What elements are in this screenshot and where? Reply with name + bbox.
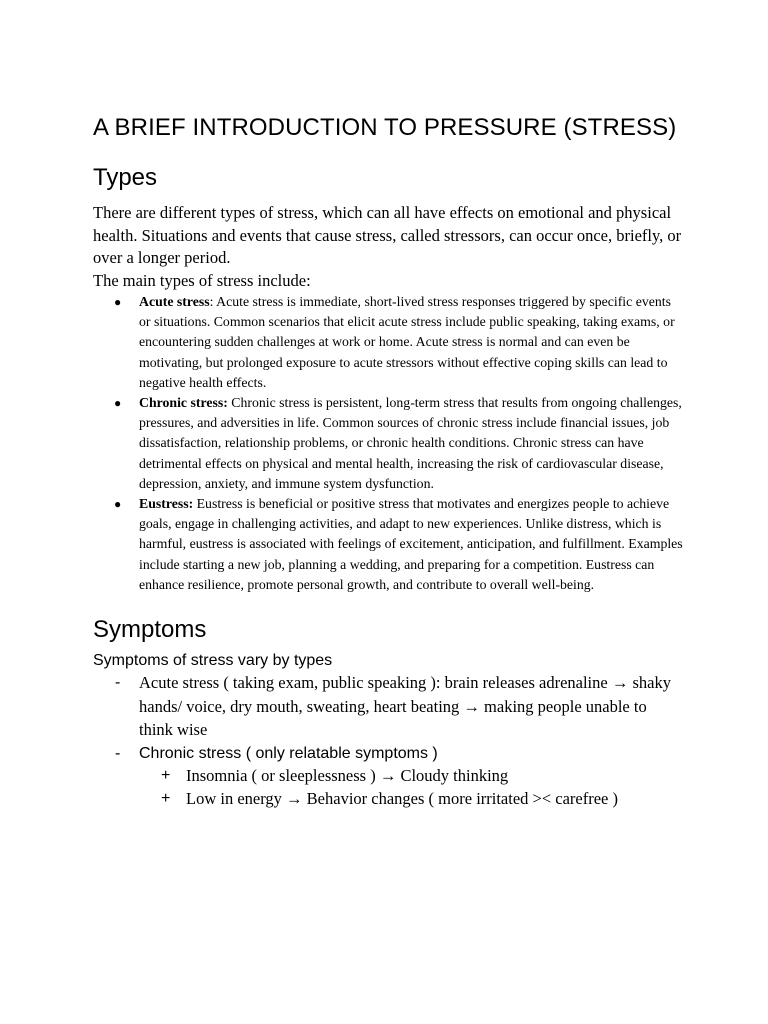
description-eustress: Eustress is beneficial or positive stress that motivates and energizes people to achieve goals, engage in challenging activities, and adapt to new experiences. Unlike distress, which is harmful, eustress is associated with feelings of excitement, anticipation, and fulfillment. Examples include starting a new job, planning a wedding, and preparing for a competition. Eustress can enhance resilience, promote personal growth, and contribute to overall well-being. <box>139 496 683 592</box>
document-page <box>93 112 683 810</box>
list-item-acute-stress <box>93 292 683 393</box>
stress-types-list <box>93 292 683 595</box>
symptoms-list <box>93 672 683 765</box>
term-acute-stress: Acute stress <box>139 294 210 309</box>
chronic-symptoms-sublist <box>93 765 683 810</box>
term-chronic-stress: Chronic stress: <box>139 395 228 411</box>
dash-marker-icon: - <box>115 744 121 762</box>
types-lead-line: The main types of stress include: <box>93 270 311 290</box>
document-title: A BRIEF INTRODUCTION TO PRESSURE (STRESS) <box>93 114 677 141</box>
bullet-icon: ● <box>114 295 122 309</box>
list-item-chronic-stress <box>93 393 683 494</box>
plus-marker-icon: + <box>161 789 171 807</box>
list-item-eustress <box>93 494 683 595</box>
types-intro-paragraph: There are different types of stress, which can all have effects on emotional and physical health. Situations and events that cause stress, called stressors, can occur once, briefly, or over a longer period. <box>93 203 682 267</box>
list-item-chronic-symptoms <box>93 743 683 766</box>
symptoms-subheading: Symptoms of stress vary by types <box>93 652 333 670</box>
bullet-icon: ● <box>114 497 122 512</box>
symptoms-heading: Symptoms <box>93 616 207 644</box>
bullet-icon: ● <box>114 396 122 411</box>
term-eustress: Eustress: <box>139 496 194 512</box>
plus-marker-icon: + <box>161 767 171 785</box>
insomnia-text: Insomnia ( or sleeplessness ) → Cloudy thinking <box>186 766 509 786</box>
low-energy-text: Low in energy → Behavior changes ( more irritated >< carefree ) <box>186 788 618 808</box>
description-acute-stress: : Acute stress is immediate, short-lived stress responses triggered by specific events or situations. Common scenarios that elicit acute stress include public speaking, taking exams, or encountering sudden challenges at work or home. Acute stress is normal and can even be motivating, but prolonged exposure to acute stressors without effective coping skills can lead to negative health effects. <box>139 294 675 390</box>
list-item-insomnia <box>93 765 683 788</box>
dash-marker-icon: - <box>115 674 121 692</box>
list-item-low-energy <box>93 788 683 811</box>
list-item-acute-symptoms <box>93 672 683 743</box>
chronic-symptoms-text: Chronic stress ( only relatable symptoms ) <box>139 744 438 762</box>
description-chronic-stress: Chronic stress is persistent, long-term stress that results from ongoing challenges, pressures, and adversities in life. Common sources of chronic stress include financial issues, job dissatisfaction, relationship problems, or chronic health conditions. Chronic stress can have detrimental effects on physical and mental health, increasing the risk of cardiovascular disease, depression, anxiety, and immune system dysfunction. <box>139 395 682 491</box>
types-heading: Types <box>93 164 158 191</box>
acute-symptoms-text: Acute stress ( taking exam, public speaking ): brain releases adrenaline → shaky hands/ voice, dry mouth, sweating, heart beating → making people unable to think wise <box>139 673 671 740</box>
